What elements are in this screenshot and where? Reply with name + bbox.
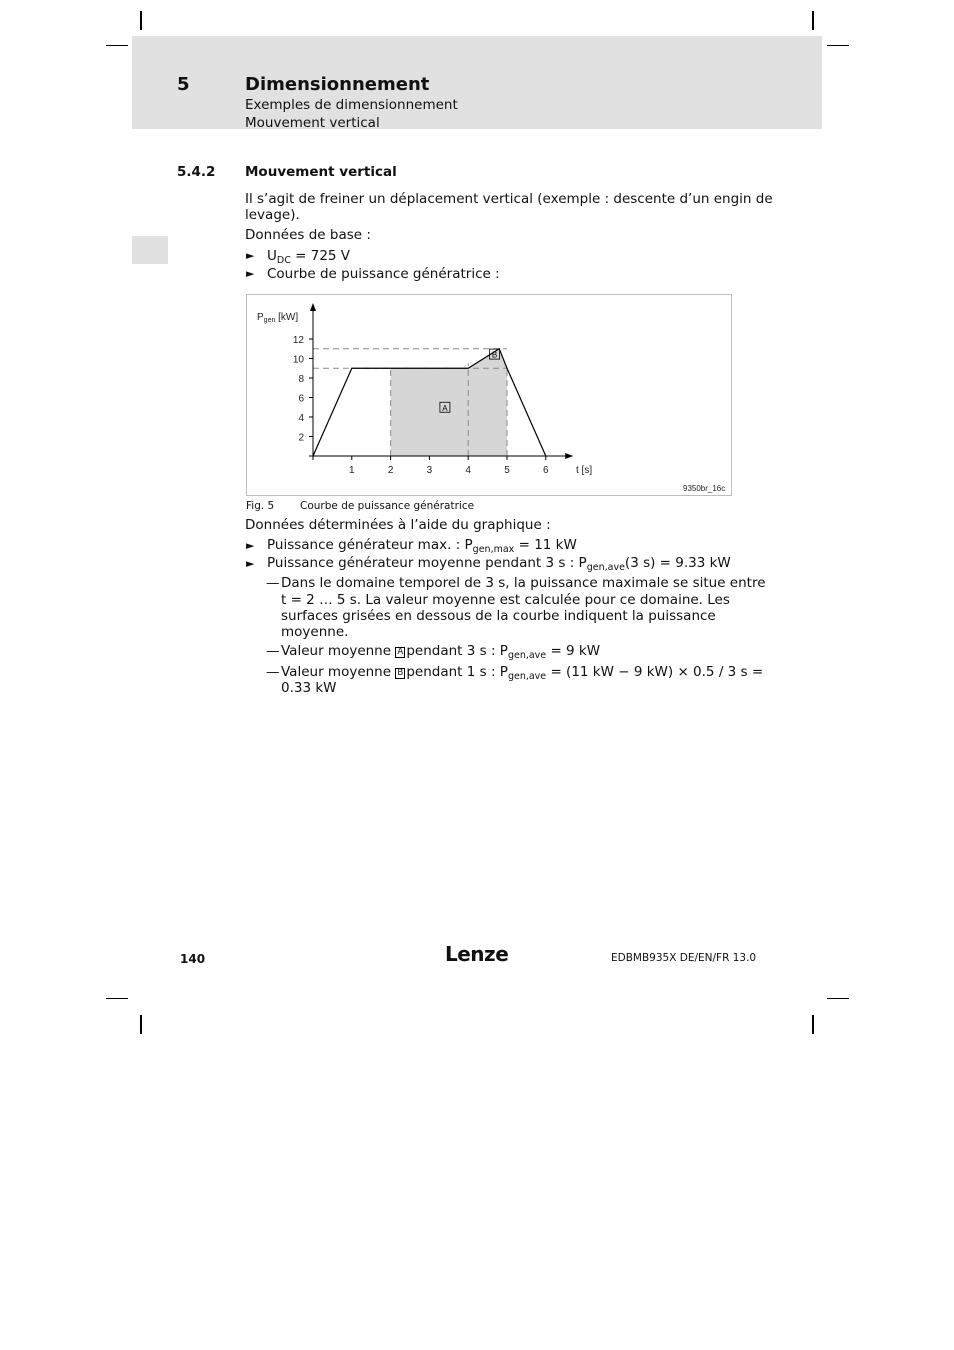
power-curve-chart: [247, 295, 731, 495]
crop-mark-bottom-left-h: [106, 998, 128, 999]
max-power-prefix: Puissance générateur max. : P: [267, 537, 473, 553]
udc-value: = 725 V: [290, 248, 351, 264]
y-tick-label: 8: [298, 374, 304, 385]
base-data-label: Données de base :: [245, 227, 371, 243]
region-b-label: B: [491, 350, 498, 360]
x-tick-label: 2: [387, 465, 394, 476]
intro-line-1: Il s’agit de freiner un déplacement vertical (exemple : descente d’un engin de: [245, 191, 773, 207]
crop-mark-bottom-right: [812, 1015, 814, 1034]
mean-a-mid: pendant 3 s : P: [406, 643, 508, 659]
y-tick-label: 6: [298, 393, 304, 405]
intro-line-2: levage).: [245, 207, 300, 223]
chapter-side-tab: [132, 236, 168, 264]
figure-caption-label: Fig. 5: [246, 500, 275, 512]
figure-caption-text: Courbe de puissance génératrice: [300, 500, 475, 512]
avg-power-prefix: Puissance générateur moyenne pendant 3 s : P: [267, 555, 587, 571]
crop-mark-top-left: [140, 11, 142, 30]
mean-b-line: [281, 664, 763, 680]
bullet-icon: ►: [246, 557, 255, 570]
x-tick-label: 1: [349, 465, 355, 476]
shaded-region-b: [468, 349, 507, 369]
x-tick-label: 4: [465, 465, 471, 476]
analysis-intro: Données déterminées à l’aide du graphique :: [245, 517, 551, 533]
crop-mark-bottom-right-h: [827, 998, 849, 999]
domain-line-3: surfaces grisées en dessous de la courbe indiquent la puissance: [281, 608, 716, 624]
section-number: 5.4.2: [177, 164, 216, 180]
x-axis-arrow-icon: [565, 453, 573, 459]
udc-symbol: U: [267, 248, 277, 264]
bullet-icon: ►: [246, 267, 255, 280]
bullet-icon: ►: [246, 539, 255, 552]
crop-mark-top-right: [812, 11, 814, 30]
y-axis-label: $P_{gen}$ [kW]: [257, 312, 299, 324]
mean-a-subscript: gen,ave: [507, 650, 547, 661]
document-code: EDBMB935X DE/EN/FR 13.0: [611, 952, 757, 964]
mean-a-prefix: Valeur moyenne: [281, 643, 396, 659]
mean-b-prefix: Valeur moyenne: [281, 664, 396, 680]
max-power-subscript: gen,max: [472, 544, 515, 555]
avg-power-subscript: gen,ave: [586, 562, 625, 573]
dash-icon: —: [266, 643, 280, 659]
mean-b-value: = (11 kW − 9 kW) × 0.5 / 3 s =: [546, 664, 764, 680]
dash-icon: —: [266, 575, 280, 591]
avg-power-value: (3 s) = 9.33 kW: [624, 555, 731, 571]
region-a-badge: A: [395, 647, 405, 658]
domain-line-2: t = 2 … 5 s. La valeur moyenne est calculée pour ce domaine. Les: [281, 592, 730, 608]
chapter-title: Dimensionnement: [245, 74, 430, 95]
max-power-value: = 11 kW: [514, 537, 577, 553]
avg-power-bullet: [267, 555, 731, 571]
domain-line-1: Dans le domaine temporel de 3 s, la puissance maximale se situe entre: [281, 575, 766, 591]
mean-b-subscript: gen,ave: [507, 671, 547, 682]
chapter-subtitle-1: Exemples de dimensionnement: [245, 97, 458, 113]
domain-line-4: moyenne.: [281, 624, 349, 640]
section-title: Mouvement vertical: [245, 164, 397, 180]
x-axis-label: t [s]: [576, 465, 593, 476]
udc-bullet: [267, 248, 350, 264]
y-axis-arrow-icon: [310, 303, 316, 311]
dash-icon: —: [266, 664, 280, 680]
mean-b-line-2: 0.33 kW: [281, 680, 337, 696]
curve-label: Courbe de puissance génératrice :: [267, 266, 500, 282]
chapter-number: 5: [177, 74, 190, 95]
region-b-badge: B: [395, 668, 405, 679]
figure-frame: [246, 294, 732, 496]
x-tick-label: 3: [426, 465, 433, 476]
mean-b-mid: pendant 1 s : P: [406, 664, 508, 680]
bullet-icon: ►: [246, 249, 255, 262]
mean-a-line: [281, 643, 600, 659]
figure-source-code: 9350br_16c: [683, 484, 726, 493]
mean-a-value: = 9 kW: [546, 643, 601, 659]
x-tick-label: 5: [504, 465, 510, 476]
max-power-bullet: [267, 537, 577, 553]
y-tick-label: 4: [298, 413, 304, 424]
crop-mark-top-right-h: [827, 45, 849, 46]
page-number: 140: [180, 952, 206, 966]
y-tick-label: 2: [298, 432, 304, 444]
y-tick-label: 12: [292, 335, 304, 346]
x-tick-label: 6: [543, 465, 549, 476]
chapter-header-band: [132, 36, 822, 129]
y-tick-label: 10: [292, 354, 304, 366]
crop-mark-top-left-h: [106, 45, 128, 46]
region-a-label: A: [442, 403, 448, 413]
crop-mark-bottom-left: [140, 1015, 142, 1034]
udc-subscript: DC: [276, 255, 291, 266]
chapter-subtitle-2: Mouvement vertical: [245, 115, 380, 131]
lenze-logo: Lenze: [445, 942, 509, 966]
